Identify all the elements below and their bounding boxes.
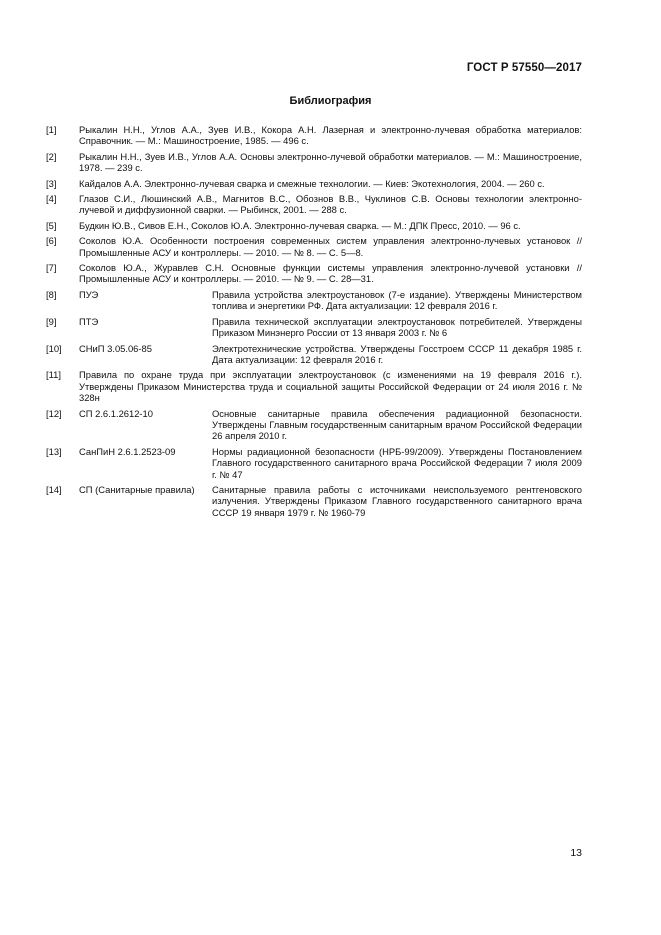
entry-document-code: СНиП 3.05.06-85 [79,342,152,354]
entry-document-code: ПТЭ [79,315,99,327]
bibliography-entry [46,151,582,174]
bibliography-entry [46,220,582,231]
entry-number: [3] [46,177,57,189]
entry-text: Основные санитарные правила обеспечения радиационной безопасности. Утверждены Главным государственным санитарным врачом Российской Федерации 26 апреля 2010 г. [212,407,582,442]
entry-text: Будкин Ю.В., Сивов Е.Н., Соколов Ю.А. Электронно-лучевая сварка. — М.: ДПК Пресс, 2010. — 96 с. [79,219,521,231]
entry-text: Нормы радиационной безопасности (НРБ-99/2009). Утверждены Постановлением Главного государственного санитарного врача Российской Федерации 7 июля 2009 г. № 47 [212,445,582,480]
page-number: 13 [570,847,582,859]
bibliography-entry [46,235,582,258]
entry-number: [7] [46,262,57,274]
entry-text: Рыкалин Н.Н., Углов А.А., Зуев И.В., Кокора А.Н. Лазерная и электронно-лучевая обработка материалов: Справочник. — М.: Машиностроение, 1985. — 496 с. [79,124,582,147]
bibliography-entry [46,343,582,366]
entry-text: Правила технической эксплуатации электроустановок потребителей. Утверждены Приказом Минэнерго России от 13 января 2003 г. № 6 [212,315,582,339]
bibliography-entry [46,408,582,442]
bibliography-entry [46,289,582,312]
entry-document-code: ПУЭ [79,288,99,300]
bibliography-entry [46,446,582,480]
entry-text: Санитарные правила работы с источниками неиспользуемого рентгеновского излучения. Утверждены Приказом Главного государственного санитарного врача СССР 19 января 1979 г. № 1960-79 [212,483,582,518]
entry-number: [4] [46,193,57,205]
entry-text: Рыкалин Н.Н., Зуев И.В., Углов А.А. Основы электронно-лучевой обработки материалов. — М.: Машиностроение, 1978. — 239 с. [79,150,582,174]
bibliography-entry [46,178,582,189]
entry-number: [1] [46,124,57,135]
entry-number: [8] [46,288,57,300]
entry-document-code: СанПиН 2.6.1.2523-09 [79,445,176,457]
entry-text: Кайдалов А.А. Электронно-лучевая сварка и смежные технологии. — Киев: Экотехнология, 2004. — 260 с. [79,177,545,189]
bibliography-entry [46,484,582,518]
entry-text: Правила по охране труда при эксплуатации электроустановок (с изменениями на 19 февраля 2016 г.). Утверждены Приказом Министерства труда и социальной защиты Российской Федерации от 24 июля 2016 г. № 328н [79,369,582,404]
bibliography-entry [46,124,582,147]
entry-number: [9] [46,315,57,327]
entry-text: Соколов Ю.А., Журавлев С.Н. Основные функции системы управления электронно-лучевой установки // Промышленные АСУ и контроллеры. — 2010. — № 9. — С. 28—31. [79,262,582,285]
bibliography-entry [46,262,582,285]
entry-number: [10] [46,342,62,354]
entry-number: [12] [46,407,62,419]
entry-text: Глазов С.И., Люшинский А.В., Магнитов В.С., Обознов В.В., Чуклинов С.В. Основы технологии электронно-лучевой и диффузионной сварки. — Рыбинск, 2001. — 288 с. [79,193,582,216]
entry-text: Соколов Ю.А. Особенности построения современных систем управления электронно-лучевых установок // Промышленные АСУ и контроллеры. — 2010. — № 8. — С. 5—8. [79,235,582,258]
entry-number: [5] [46,219,57,231]
entry-number: [2] [46,150,57,162]
bibliography-entry [46,316,582,339]
entry-document-code: СП (Санитарные правила) [79,483,195,495]
entry-document-code: СП 2.6.1.2612-10 [79,407,153,419]
entry-number: [6] [46,235,57,247]
page-title: Библиография [289,95,372,107]
bibliography-entry [46,369,582,403]
entry-text: Правила устройства электроустановок (7-е издание). Утверждены Министерством топлива и энергетики РФ. Дата актуализации: 12 февраля 2016 г. [212,288,582,312]
entry-number: [13] [46,445,62,457]
entry-number: [11] [46,369,61,381]
bibliography-list [46,124,582,522]
bibliography-entry [46,193,582,216]
entry-text: Электротехнические устройства. Утверждены Госстроем СССР 11 декабря 1985 г. Дата актуализации: 12 февраля 2016 г. [212,342,582,365]
entry-number: [14] [46,483,62,495]
standard-number: ГОСТ Р 57550—2017 [466,62,582,74]
